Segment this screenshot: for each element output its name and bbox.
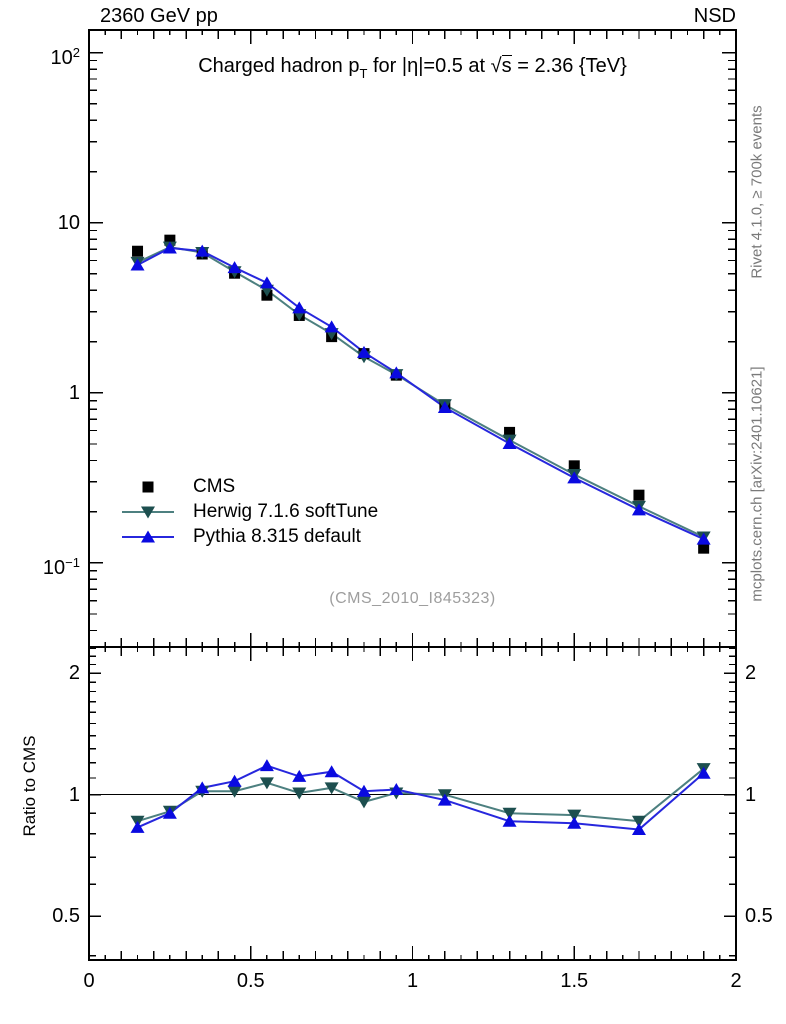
title-post: = 2.36 {TeV} [511,55,627,77]
ratio-y-tick-label-left: 2 [68,662,80,685]
cms-legend-marker [120,476,176,498]
pythia-main-point [260,276,274,288]
sqrt-symbol: √ [490,55,502,77]
pythia-main-point [325,320,339,332]
main-panel-frame [89,30,736,647]
cms-legend-glyph [143,481,154,492]
legend [120,474,378,549]
plot-title [89,55,736,81]
title-pre: Charged hadron p [198,55,360,77]
pythia-ratio-point [131,821,145,833]
ratio-y-tick-label-right: 0.5 [745,905,773,928]
x-tick-label: 0.5 [236,970,265,992]
main-y-tick-label: $10^{-1}$ [42,554,80,579]
beam-energy-label: 2360 GeV pp [100,5,218,27]
pythia-ratio-point [325,765,339,777]
ratio-y-tick-label-right: 2 [745,662,757,685]
herwig-legend-label: Herwig 7.1.6 softTune [193,500,379,522]
herwig-legend-marker [120,501,176,523]
herwig-ratio-point [292,787,306,799]
cms-main-point [633,490,644,501]
herwig-ratio-point [357,796,371,808]
ratio-y-tick-label-right: 1 [745,783,757,806]
ratio-y-tick-label-left: 0.5 [52,905,80,928]
main-y-tick-label: 10 [57,211,80,234]
cms-main-point [132,246,143,257]
ratio-panel-frame [89,647,736,960]
rivet-version-note: Rivet 4.1.0, ≥ 700k events [748,105,766,279]
main-y-tick-label: 1 [68,381,80,404]
mcplots-arxiv-note: mcplots.cern.ch [arXiv:2401.10621] [748,366,766,602]
event-class-label: NSD [693,5,736,27]
x-tick-label: 0 [83,970,95,992]
x-tick-label: 1.5 [560,970,589,992]
ratio-y-tick-label-left: 1 [68,783,80,806]
legend-item-cms [120,474,378,499]
cms-legend-label: CMS [193,475,236,497]
legend-item-pythia [120,524,378,549]
title-mid: for |η|=0.5 at [367,55,491,77]
x-tick-label: 1 [406,970,419,992]
pythia-ratio-point [260,759,274,771]
title-subscript: T [359,66,368,81]
main-y-tick-label: $10^2$ [50,44,80,69]
legend-item-herwig [120,499,378,524]
x-tick-label: 2 [730,970,742,992]
ratio-axis-title: Ratio to CMS [20,735,39,837]
pythia-legend-label: Pythia 8.315 default [193,525,361,547]
analysis-id-watermark: (CMS_2010_I845323) [329,590,496,607]
pythia-ratio-point [228,775,242,787]
sqrt-argument: s [501,55,512,77]
pythia-legend-marker [120,526,176,548]
